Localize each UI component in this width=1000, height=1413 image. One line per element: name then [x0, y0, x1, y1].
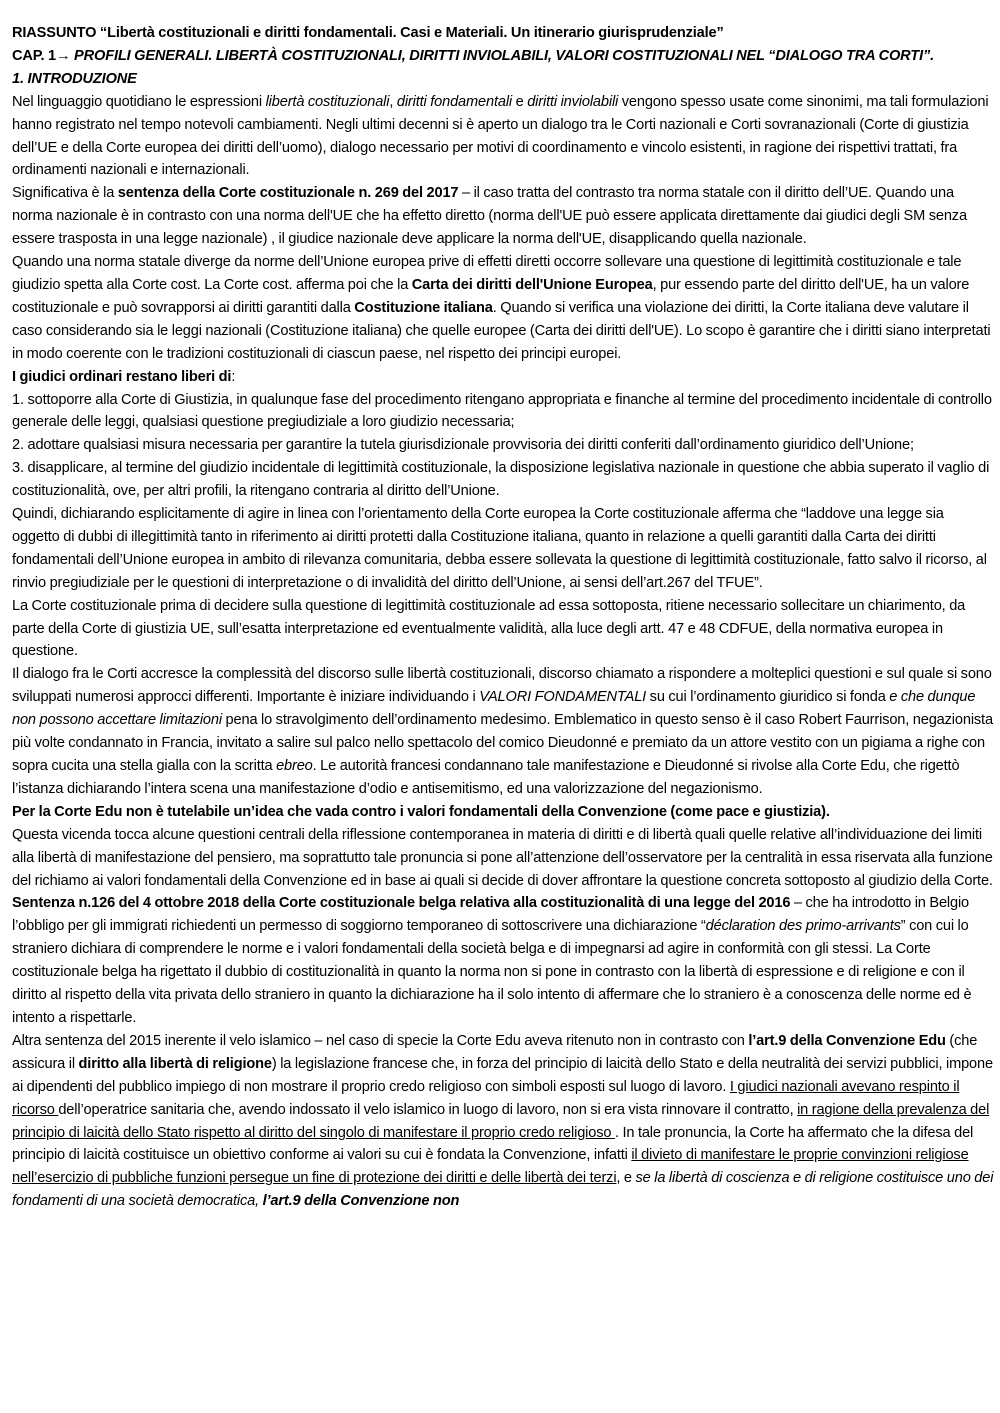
chapter-heading: CAP. 1→ PROFILI GENERALI. LIBERTÀ COSTITUZIONALI, DIRITTI INVIOLABILI, VALORI COSTITUZIONALI NEL “DIALOGO TRA CORTI”.: [12, 47, 935, 64]
paragraph-sentenza-belga: Sentenza n.126 del 4 ottobre 2018 della Corte costituzionale belga relativa alla costituzionalità di una legge del 2016 – che ha introdotto in Belgio l’obbligo per gli immigrati richiedenti un permesso di soggiorno temporaneo di sottoscrivere una dichiarazione “déclaration des primo-arrivants” con cui lo straniero dichiara di comprendere le norme e i valori fondamentali della società belga e di impegnarsi ad agire in conformità con gli stessi. La Corte costituzionale belga ha rigettato il dubbio di costituzionalità in quanto la norma non si pone in contrasto con la libertà di espressione e di religione e con il diritto al rispetto della vita privata dello straniero in quanto la dichiarazione ha il solo intento di affermare che lo straniero è a conoscenza delle norme ed è intento a rispettarle.: [12, 895, 972, 1026]
paragraph-sentenza-269: Significativa è la sentenza della Corte costituzionale n. 269 del 2017 – il caso tratta del contrasto tra norma statale con il diritto dell’UE. Quando una norma nazionale è in contrasto con una norma dell'UE che ha effetto diretto (norma dell'UE può essere applicata direttamente dai giudici degli SM senza essere trasposta in una legge nazionale) , il giudice nazionale deve applicare la norma dell'UE, disapplicando quella nazionale.: [12, 185, 967, 248]
paragraph-giudici-ordinari: I giudici ordinari restano liberi di:: [12, 368, 236, 385]
paragraph-introduction: Nel linguaggio quotidiano le espressioni libertà costituzionali, diritti fondamentali e diritti inviolabili vengono spesso usate come sinonimi, ma tali formulazioni hanno registrato nel tempo notevoli cambiamenti. Negli ultimi decenni si è aperto un dialogo tra le Corti nazionali e Corti sovranazionali (Corte di giustizia dell’UE e della Corte europea dei diritti dell’uomo), dialogo necessario per motivi di coordinamento e vincolo esistenti, in ragione dei rispettivi trattati, fra ordinamenti nazionali e internazionali.: [12, 93, 989, 179]
paragraph-corte-edu: Per la Corte Edu non è tutelabile un’idea che vada contro i valori fondamentali della Convenzione (come pace e giustizia).: [12, 803, 830, 820]
document-page: [12, 22, 994, 1213]
list-item: 2. adottare qualsiasi misura necessaria per garantire la tutela giurisdizionale provvisoria dei diritti conferiti dall’ordinamento giuridico dell’Unione;: [12, 437, 914, 454]
paragraph-carta-diritti: Quando una norma statale diverge da norme dell’Unione europea prive di effetti diretti occorre sollevare una questione di legittimità costituzionale e tale giudizio spetta alla Corte cost. La Corte cost. afferma poi che la Carta dei diritti dell'Unione Europea, pur essendo parte del diritto dell'UE, ha un valore costituzionale e può sovrapporsi ai diritti garantiti dalla Costituzione italiana. Quando si verifica una violazione dei diritti, la Corte italiana deve valutare il caso considerando sia le leggi nazionali (Costituzione italiana) che quelle europee (Carta dei diritti dell'UE). Lo scopo è garantire che i diritti siano interpretati in modo coerente con le tradizioni costituzionali di ciascun paese, nel rispetto dei principi europei.: [12, 254, 991, 362]
paragraph-dialogo-corti: Il dialogo fra le Corti accresce la complessità del discorso sulle libertà costituzionali, discorso chiamato a rispondere a molteplici questioni e sul quale si sono sviluppati numerosi approcci differenti. Importante è iniziare individuando i VALORI FONDAMENTALI su cui l’ordinamento giuridico si fonda e che dunque non possono accettare limitazioni pena lo stravolgimento dell’ordinamento medesimo. Emblematico in questo senso è il caso Robert Faurrison, negazionista più volte condannato in Francia, invitato a salire sul palco nello spettacolo del comico Dieudonné e premiato da un attore vestito con un pigiama a righe con sopra cucita una stella gialla con la scritta ebreo. Le autorità francesi condannano tale manifestazione e Dieudonné si rivolse alla Corte Edu, che rigettò l’istanza dichiarando l’intera scena una manifestazione d’odio e antisemitismo, ed una valorizzazione del negazionismo.: [12, 666, 993, 797]
paragraph-velo-islamico: Altra sentenza del 2015 inerente il velo islamico – nel caso di specie la Corte Edu aveva ritenuto non in contrasto con l’art.9 della Convenzione Edu (che assicura il diritto alla libertà di religione) la legislazione francese che, in forza del principio di laicità dello Stato e della neutralità dei servizi pubblici, impone ai dipendenti del pubblico impiego di non mostrare il proprio credo religioso con simboli esposti sul luogo di lavoro. I giudici nazionali avevano respinto il ricorso dell’operatrice sanitaria che, avendo indossato il velo islamico in luogo di lavoro, non si era vista rinnovare il contratto, in ragione della prevalenza del principio di laicità dello Stato rispetto al diritto del singolo di manifestare il proprio credo religioso . In tale pronuncia, la Corte ha affermato che la difesa del principio di laicità costituisce un obiettivo conforme ai valori su cui è fondata la Convenzione, infatti il divieto di manifestare le proprie convinzioni religiose nell’esercizio di pubbliche funzioni persegue un fine di protezione dei diritti e delle libertà dei terzi, e se la libertà di coscienza e di religione costituisce uno dei fondamenti di una società democratica, l’art.9 della Convenzione non: [12, 1032, 994, 1210]
paragraph-vicenda: Questa vicenda tocca alcune questioni centrali della riflessione contemporanea in materia di diritti e di libertà quali quelle relative all’individuazione dei limiti alla libertà di manifestazione del pensiero, ma soprattutto tale pronuncia si pone all’attenzione dell’osservatore per la centralità in essa riservata alla funzione del richiamo ai valori fondamentali della Convenzione ed in base ai quali si decide di dover affrontare la questione concreta sottoposto al giudizio della Corte.: [12, 826, 993, 889]
section-heading: 1. INTRODUZIONE: [12, 70, 137, 87]
list-item: 1. sottoporre alla Corte di Giustizia, in qualunque fase del procedimento ritengano appropriata e finanche al termine del procedimento incidentale di controllo generale delle leggi, qualsiasi questione pregiudiziale a loro giudizio necessaria;: [12, 391, 992, 431]
paragraph-quindi: Quindi, dichiarando esplicitamente di agire in linea con l’orientamento della Corte europea la Corte costituzionale afferma che “laddove una legge sia oggetto di dubbi di illegittimità tanto in riferimento ai diritti protetti dalla Costituzione italiana, quanto in relazione a quelli garantiti dalla Carta dei diritti fondamentali dell’Unione europea in ambito di rilevanza comunitaria, debba essere sollevata la questione di legittimità costituzionale, fatto salvo il ricorso, al rinvio pregiudiziale per le questioni di interpretazione o di invalidità del diritto dell’Unione, ai sensi dell’art.267 del TFUE”.: [12, 506, 987, 591]
list-item: 3. disapplicare, al termine del giudizio incidentale di legittimità costituzionale, la disposizione legislativa nazionale in questione che abbia superato il vaglio di costituzionalità, ove, per altri profili, la ritengano contraria al diritto dell’Unione.: [12, 460, 990, 500]
document-title: RIASSUNTO “Libertà costituzionali e diritti fondamentali. Casi e Materiali. Un itinerario giurisprudenziale”: [12, 25, 724, 41]
paragraph-corte-costituzionale: La Corte costituzionale prima di decidere sulla questione di legittimità costituzionale ad essa sottoposta, ritiene necessario sollecitare un chiarimento, da parte della Corte di giustizia UE, sull’esatta interpretazione ed eventualmente validità, alla luce degli artt. 47 e 48 CDFUE, della normativa europea in questione.: [12, 597, 966, 660]
